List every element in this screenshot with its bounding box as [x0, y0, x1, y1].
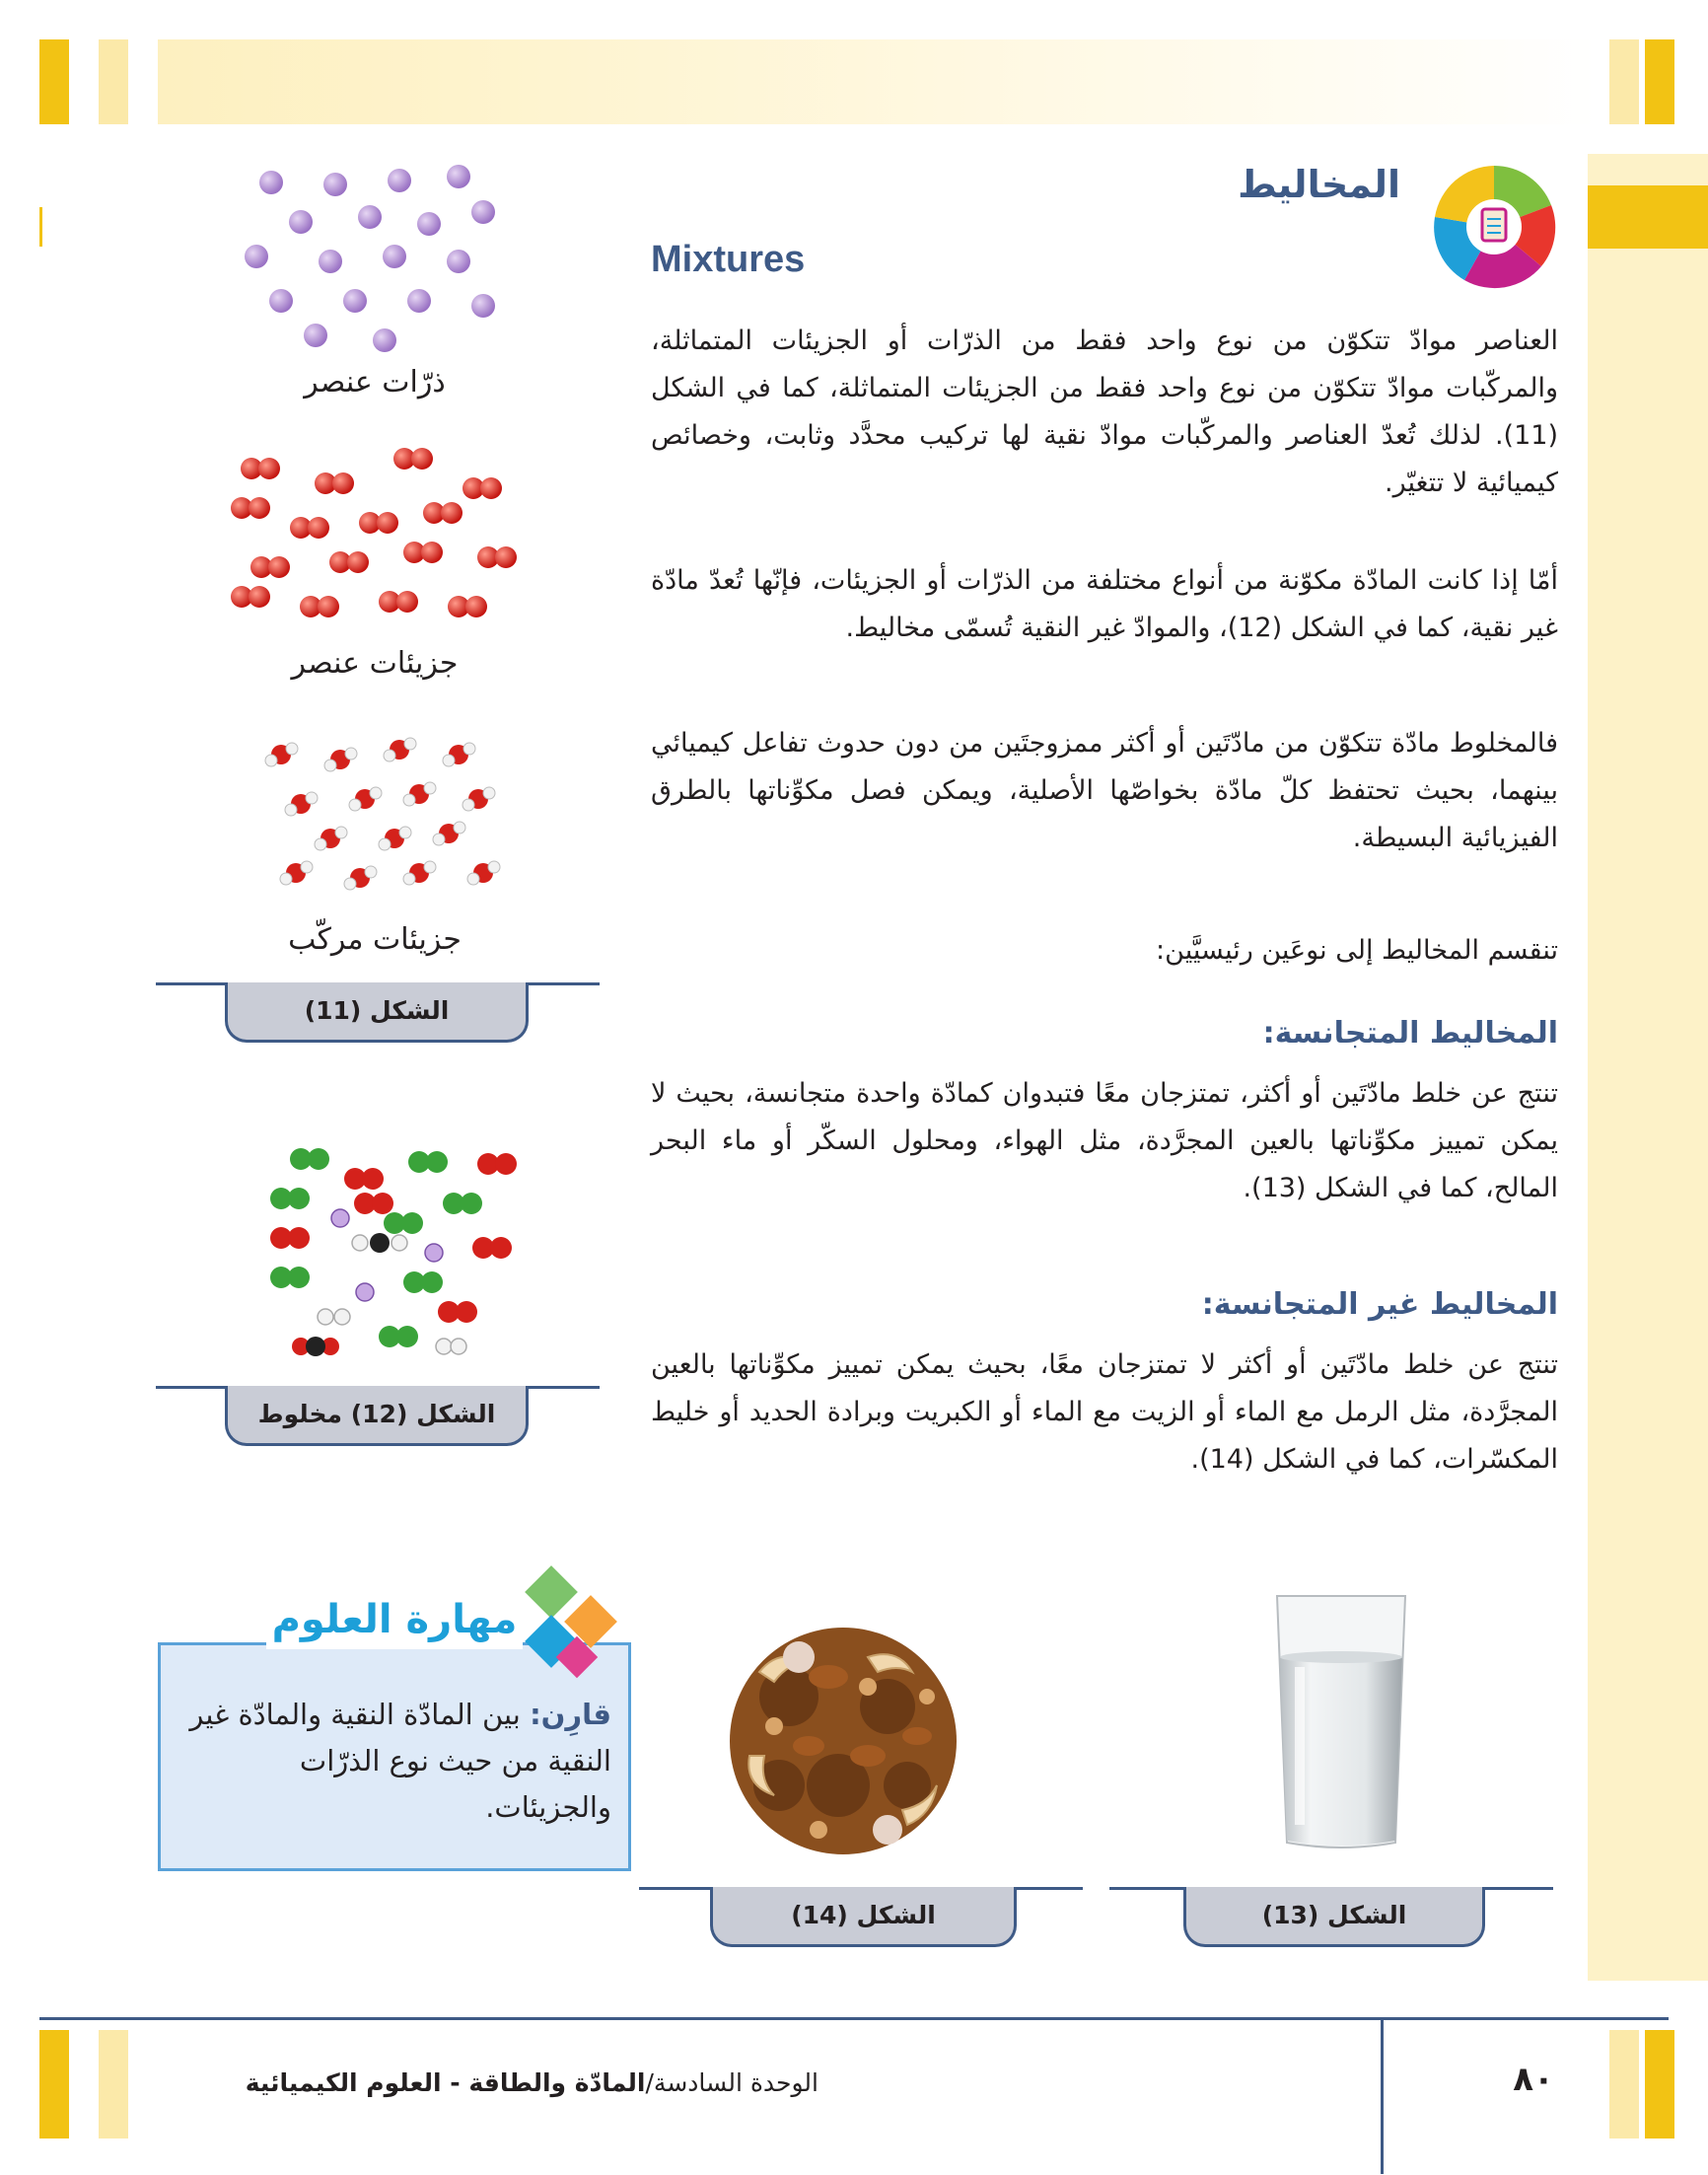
- skill-lead: قارِن:: [530, 1698, 611, 1731]
- footer-unit-title: المادّة والطاقة - العلوم الكيميائية: [245, 2068, 646, 2097]
- paragraph-mixture-definition: فالمخلوط مادّة تتكوّن من مادّتَين أو أكثر ممزوجتَين من دون حدوث تفاعل كيميائي بينهما، بحيث تحتفظ كلّ مادّة بخواصّها الأصلية، ويمكن فصل مكوِّناتها بالطرق الفيزيائية البسيطة.: [651, 728, 1558, 853]
- footer-bar-3: [1609, 2030, 1639, 2139]
- paragraph-impure: أمّا إذا كانت المادّة مكوّنة من أنواع مختلفة من الذرّات أو الجزيئات، فإنّها تُعدّ مادّة غير نقية، كما في الشكل (12)، والموادّ غير النقية تُسمّى مخاليط.: [651, 565, 1558, 643]
- label-element-atoms: ذرّات عنصر: [304, 365, 446, 399]
- skill-body: بين المادّة النقية والمادّة غير النقية من حيث نوع الذرّات والجزيئات.: [189, 1698, 611, 1824]
- footer-unit-label: [168, 2062, 818, 2105]
- section-title-arabic: المخاليط: [1238, 163, 1400, 206]
- footer-unit: الوحدة السادسة/: [645, 2068, 818, 2097]
- paragraph-types-intro: تنقسم المخاليط إلى نوعَين رئيسيَّين:: [1156, 935, 1558, 966]
- top-band: [158, 39, 1598, 124]
- figure11-caption: الشكل (11): [225, 982, 529, 1043]
- left-tick: [39, 207, 42, 247]
- element-atoms-illustration: [237, 163, 513, 355]
- footer-rule: [39, 2017, 1669, 2020]
- heading-heterogeneous: المخاليط غير المتجانسة:: [1201, 1287, 1558, 1322]
- mixture-illustration: [261, 1144, 518, 1366]
- science-skill-title: مهارة العلوم: [266, 1590, 523, 1649]
- skill-text: [178, 1692, 611, 1859]
- footer-bar-1: [39, 2030, 69, 2139]
- footer-bar-2: [99, 2030, 128, 2139]
- paragraph-homogeneous: تنتج عن خلط مادّتَين أو أكثر، تمتزجان معًا فتبدوان كمادّة واحدة متجانسة، بحيث لا يمكن تمييز مكوِّناتها بالعين المجرَّدة، مثل الهواء، ومحلول السكّر أو ماء البحر المالح، كما في الشكل (13).: [651, 1078, 1558, 1203]
- page-number: ٨٠: [1513, 2060, 1554, 2099]
- element-molecules-illustration: [222, 439, 528, 636]
- water-glass-image: [1267, 1588, 1415, 1854]
- top-left-bar-2: [99, 39, 128, 124]
- right-side-band-accent: [1588, 185, 1708, 249]
- compound-molecules-illustration: [251, 735, 518, 898]
- figure13-caption: الشكل (13): [1183, 1887, 1485, 1947]
- footer-separator: [1381, 2020, 1384, 2174]
- label-element-molecules: جزيئات عنصر: [291, 646, 459, 681]
- figure12-caption: الشكل (12) مخلوط: [225, 1386, 529, 1446]
- label-compound-molecules: جزيئات مركّب: [288, 922, 462, 957]
- heading-homogeneous: المخاليط المتجانسة:: [1262, 1016, 1558, 1051]
- right-side-band: [1588, 154, 1708, 1981]
- paragraph-elements: العناصر موادّ تتكوّن من نوع واحد فقط من الذرّات أو الجزيئات المتماثلة، والمركّبات موادّ تتكوّن من نوع واحد فقط من الجزيئات المتماثلة، كما في الشكل (11). لذلك تُعدّ العناصر والمركّبات موادّ نقية لها تركيب محدَّد وثابت، وخصائص كيميائية لا تتغيّر.: [651, 326, 1558, 498]
- puzzle-icon: [503, 1563, 636, 1682]
- footer-bar-4: [1645, 2030, 1674, 2139]
- mixed-nuts-image: [720, 1618, 966, 1864]
- figure14-caption: الشكل (14): [710, 1887, 1017, 1947]
- top-left-bar-1: [39, 39, 69, 124]
- section-title-english: Mixtures: [651, 239, 806, 280]
- top-right-bar-2: [1645, 39, 1674, 124]
- paragraph-heterogeneous: تنتج عن خلط مادّتَين أو أكثر لا تمتزجان معًا، بحيث يمكن تمييز مكوِّناتها بالعين المجرَّدة، مثل الرمل مع الماء أو الزيت مع الماء أو الكبريت وبرادة الحديد أو خليط المكسّرات، كما في الشكل (14).: [651, 1349, 1558, 1475]
- section-wheel-icon: [1425, 158, 1563, 296]
- top-right-bar-1: [1609, 39, 1639, 124]
